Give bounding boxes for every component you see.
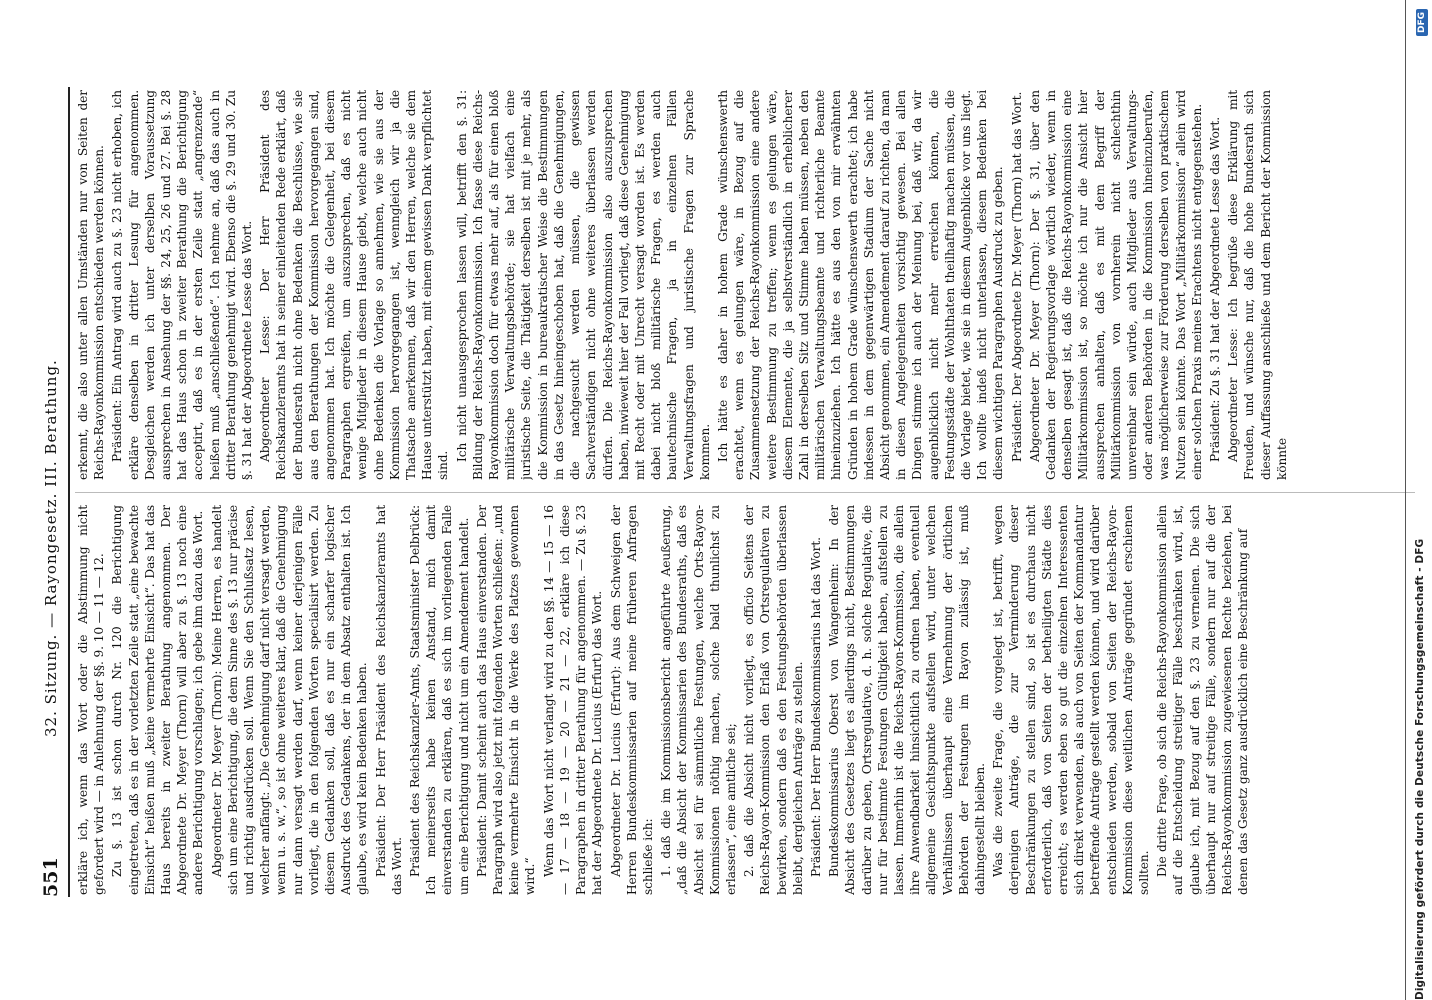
paragraph: Präsident: Der Herr Bundeskommissarius hat das Wort.: [808, 537, 823, 877]
dfg-logo-badge: DFG: [1416, 9, 1428, 36]
running-title: 32. Sitzung. — Rayongesetz. III. Berathung.: [42, 359, 60, 737]
paragraph: Abgeordneter Lesse: Ich begrüße diese Erklärung mit Freuden, und wünsche nur, daß die hohe Bundesrath sich dieser Auffassung anschließe und dem Bericht der Kommission könnte: [1226, 90, 1289, 480]
paragraph: Präsident: Der Herr Präsident des Reichskanzleramts hat das Wort.: [373, 505, 404, 895]
paragraph: Bundeskommissarius Oberst von Wangenheim: In der Absicht des Gesetzes liegt es allerdings nicht, Bestimmungen darüber zu geben, Ortsregulative, d. h. solche Regulative, die nur für bestimmte Festungen Gültigkeit haben, aufstellen zu lassen. Immerhin ist die Reichs-Rayon-Kommission, die allein ihre Anwendbarkeit hinsichtlich zu ordnen haben, eventuell allgemeine Gesichtspunkte aufstellen wird, unter welchen Verhältnissen überhaupt eine Vernehmung der örtlichen Behörden der Festungen im Rayon zulässig ist, muß dahingestellt bleiben.: [827, 505, 987, 895]
paragraph: Abgeordneter Dr. Meyer (Thorn): Meine Herren, es handelt sich um eine Berichtigung, die dem Sinne des §. 13 nur präcise und richtig ausdrücken soll. Wenn Sie den Schlußsatz lesen, welcher anfängt: „Die Genehmigung darf nicht versagt werden, wenn u. s. w.“, so ist ohne weiteres klar, daß die Genehmigung nur dann versagt werden darf, wenn keiner derjenigen Fälle vorliegt, die in den folgenden Worten specialisirt werden. Zu diesem Gedanken soll, daß es nur ein scharfer logischer Ausdruck des Gedankens, der in dem Absatz enthalten ist. Ich glaube, es wird kein Bedenken haben.: [209, 505, 370, 895]
header-rule: [68, 87, 70, 897]
paragraph: Was die zweite Frage, die vorgelegt ist, betrifft, wegen derjenigen Anträge, die zur Verminderung dieser Beschränkungen zu stellen sind, so ist es durchaus nicht erforderlich, daß von Seiten der betheiligten Städte dies erreicht; es werden eben so gut die einzelnen Interessenten sich direkt verwenden, als auch von Seiten der Kommandantur betreffende Anträge gestellt werden können, und wird darüber entschieden werden, sobald von Seiten der Reichs-Rayon-Kommission diese weitlichen Anträge gegründet erschienen sollten.: [991, 505, 1151, 895]
scan-edge-line: [1405, 0, 1406, 1000]
paragraph: Ich nicht unausgesprochen lassen will, betrifft den §. 31: Bildung der Reichs-Rayonkommission. Ich fasse diese Reichs-Rayonkommission doch für etwas mehr auf, als für einen bloß militärische Verwaltungsbehörde; sie hat vielfach eine juristische Seite, die Thätigkeit derselben ist mit je mehr, als die Kommission in bureaukratischer Weise die Bestimmungen in das Gesetz hineingeschoben hat, daß die Genehmigungen, die nachgesucht werden müssen, die gewissen Sachverständigen nicht ohne weiteres überlassen werden dürfen. Die Reichs-Rayonkommission also auszusprechen haben, inwieweit hier der Fall vorliegt, daß diese Genehmigung mit Recht oder mit Unrecht versagt worden ist. Es werden dabei nicht bloß militärische Fragen, es werden auch bautechnische Fragen, ja in einzelnen Fällen Verwaltungsfragen und juristische Fragen zur Sprache kommen.: [454, 90, 712, 480]
paragraph: 1. daß die im Kommissionsbericht angeführte Aeußerung, „daß die Absicht der Kommissarien des Bundesraths, daß es Absicht sei für sämmtliche Festungen, welche Orts-Rayon-Kommissionen nöthig machen, solche bald thunlichst zu erlassen“, eine amtliche sei;: [659, 505, 738, 895]
paragraph: Präsident: Damit scheint auch das Haus einverstanden. Der Paragraph wird also jetzt mit folgenden Worten schließen: „und keine vermehrte Einsicht in die Werke des Platzes gewonnen wird.“: [474, 505, 538, 895]
digitization-note: Digitalisierung gefördert durch die Deutsche Forschungsgemeinschaft - DFG: [1414, 538, 1426, 1000]
paragraph: Ich hätte es daher in hohem Grade wünschenswerth erachtet, wenn es gelungen wäre, in Bezug auf die Zusammensetzung der Reichs-Rayonkommission eine andere weitere Bestimmung zu treffen; wenn es gelungen wäre, diesem Elemente, die ja selbstverständlich in erheblicherer Zahl in derselben Sitz und Stimme haben müssen, neben den militärischen Verwaltungsbeamte und richterliche Beamte hineinzuziehen. Ich hätte es aus den von mir erwähnten Gründen in hohem Grade wünschenswerth erachtet; ich habe indessen in dem gegenwärtigen Stadium der Sache nicht Absicht genommen, ein Amendement darauf zu richten, da man in diesen Angelegenheiten vorsichtig gewesen. Bei allen Dingen stimme ich auch der Meinung bei, daß wir, da wir augenblicklich nicht mehr erreichen können, die Festungsstädte der Wohlthaten theilhaftig machen müssen, die die Vorlage bietet, wie sie in diesem Augenblicke vor uns liegt. Ich wollte indeß nicht unterlassen, diesem Bedenken bei diesem wichtigen Paragraphen Ausdruck zu geben.: [715, 90, 1006, 480]
column-divider: [75, 492, 1415, 493]
page-header: [40, 87, 64, 897]
paragraph: Präsident: Zu §. 31 hat der Abgeordnete Lesse das Wort.: [1208, 116, 1223, 462]
right-column: [75, 90, 1425, 480]
paragraph: Präsident: Ein Antrag wird auch zu §. 23 nicht erhoben, ich erkläre denselben in dritter Lesung für angenommen. Desgleichen werden ich unter derselben Voraussetzung aussprechen in Ansehung der §§. 24, 25, 26 und 27. Bei §. 28 hat das Haus schon in zweiter Berathung die Berichtigung acceptirt, daß es in der ersten Zeile statt „angrenzende“ heißen muß „anschließende“. Ich nehme an, daß das auch in dritter Berathung genehmigt wird. Ebenso die §. 29 und 30. Zu §. 31 hat der Abgeordnete Lesse das Wort.: [110, 90, 255, 480]
paragraph: Wenn das Wort nicht verlangt wird zu den §§. 14 — 15 — 16 — 17 — 18 — 19 — 20 — 21 — 22, erkläre ich diese Paragraphen in dritter Berathung für angenommen. — Zu §. 23 hat der Abgeordnete Dr. Lucius (Erfurt) das Wort.: [541, 505, 605, 895]
paragraph: Präsident des Reichskanzler-Amts, Staatsminister Delbrück: Ich meinerseits habe keinen Anstand, mich damit einverstanden zu erklären, daß es sich im vorliegenden Falle um eine Berichtigung und nicht um ein Amendement handelt.: [408, 505, 471, 895]
paragraph: Abgeordneter Dr. Meyer (Thorn): Der §. 31, über den Gedanken der Regierungsvorlage wörtlich wieder, wenn in denselben gesagt ist, daß die Reichs-Rayonkommission eine Militärkommission ist, so möchte ich nur die Ansicht hier aussprechen anhalten, daß es mit dem Begriff der Militärkommission von vornherein nicht schlechthin unvereinbar sein würde, auch Mitglieder aus Verwaltungs- oder anderen Behörden in die Kommission hineinzuberufen, was möglicherweise zur Förderung derselben von praktischem Nutzen sein könnte. Das Wort „Militärkommission“ allein wird einer solchen Praxis meines Erachtens nicht entgegenstehen.: [1027, 90, 1204, 480]
paragraph: Abgeordneter Dr. Lucius (Erfurt): Aus dem Schweigen der Herren Bundeskommissarien auf meine früheren Anfragen schließe ich:: [608, 505, 655, 895]
paragraph: 2. daß die Absicht nicht vorliegt, es officio Seitens der Reichs-Rayon-Kommission den Erlaß von Ortsregulativen zu bewirken, sondern daß es den Festungsbehörden überlassen bleibt, dergleichen Anträge zu stellen.: [742, 505, 805, 895]
paragraph: Zu §. 13 ist schon durch Nr. 120 die Berichtigung eingetreten, daß es in der vorletzten Zeile statt „eine bewachte Einsicht“ heißen muß „keine vermehrte Einsicht“. Das hat das Haus bereits in zweiter Berathung angenommen. Der Abgeordnete Dr. Meyer (Thorn) will aber zu §. 13 noch eine andere Berichtigung vorschlagen; ich gebe ihm dazu das Wort.: [110, 505, 206, 895]
paragraph: Präsident: Der Abgeordnete Dr. Meyer (Thorn) hat das Wort.: [1009, 91, 1024, 462]
paragraph: Abgeordneter Lesse: Der Herr Präsident des Reichskanzleramts hat in seiner einleitenden Rede erklärt, daß der Bundesrath nicht ohne Bedenken die Beschlüsse, wie sie aus den Berathungen der Kommission hervorgegangen sind, angenommen hat. Ich möchte die Gelegenheit, bei diesem Paragraphen ergreifen, um auszusprechen, daß es nicht wenige Mitglieder in diesem Hause giebt, welche auch nicht ohne Bedenken die Vorlage so annehmen, wie sie aus der Kommission hervorgegangen ist, wenngleich wir ja die Thatsache anerkennen, daß wir den Herren, welche sie dem Hause unterstützt haben, mit einem gewissen Dank verpflichtet sind.: [258, 90, 451, 480]
left-column: [75, 505, 1425, 895]
paragraph: erkläre ich, wenn das Wort oder die Abstimmung nicht gefordert wird — in Anlehnung der §§. 9. 10 — 11 — 12.: [76, 505, 107, 895]
paragraph: Die dritte Frage, ob sich die Reichs-Rayonkommission allein auf die Entscheidung streitiger Fälle beschränken wird, ist, glaube ich, mit Bezug auf den §. 23 zu verneinen. Die sich überhaupt nur auf streitige Fälle, sondern nur auf die der Reichs-Rayonkommission zugewiesenen Rechte beziehen, bei denen das Gesetz ganz ausdrücklich eine Beschränkung auf: [1155, 505, 1251, 895]
paragraph: erkennt, die also unter allen Umständen nur von Seiten der Reichs-Rayonkommission entschieden werden können.: [76, 90, 107, 480]
page-number-left: 551: [40, 857, 62, 897]
